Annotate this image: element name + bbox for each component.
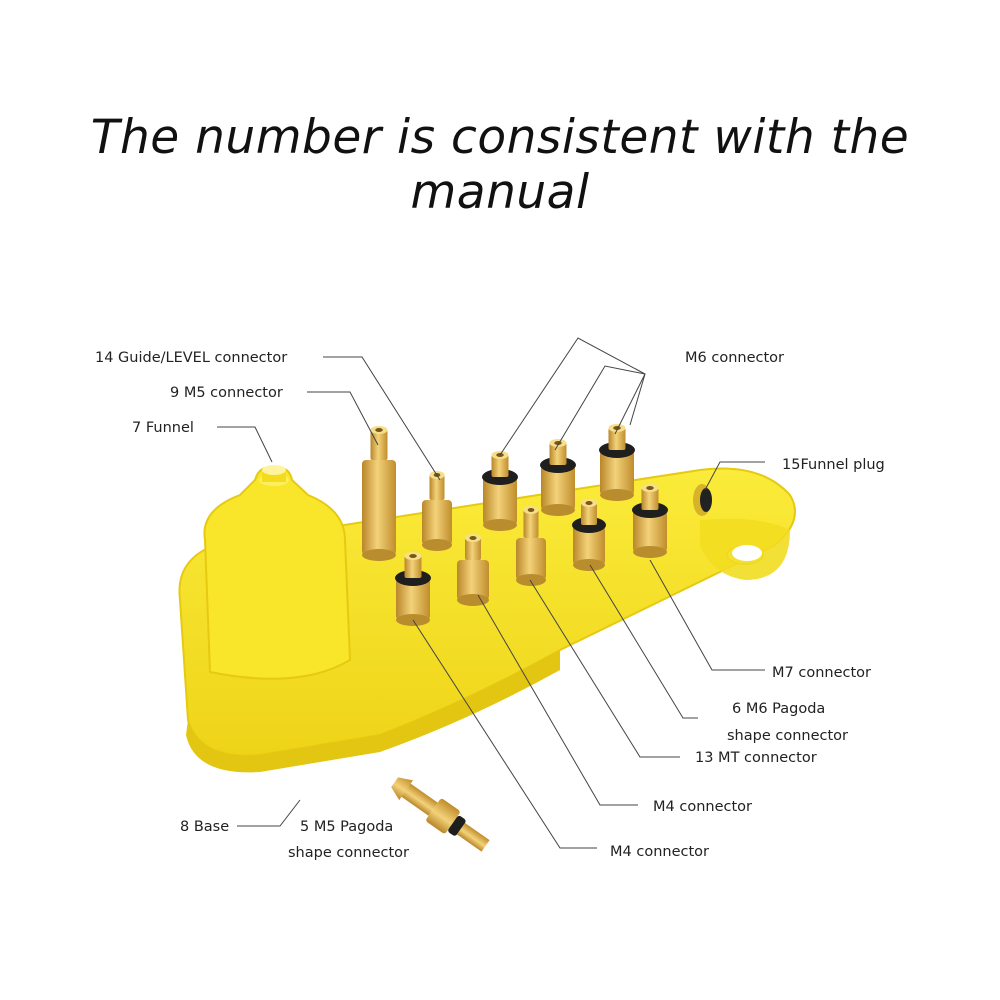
label-base: 8 Base (180, 819, 230, 835)
fitting-guide-tall (362, 426, 396, 561)
funnel (204, 465, 350, 679)
fitting-m6-a (482, 451, 518, 531)
label-m6-pagoda-line1: 6 M6 Pagoda (732, 701, 826, 717)
label-m5-pagoda-line1: 5 M5 Pagoda (300, 819, 394, 835)
label-m5-connector: 9 M5 connector (170, 385, 283, 401)
label-m7-connector: M7 connector (772, 665, 871, 681)
label-funnel: 7 Funnel (132, 420, 194, 436)
label-m4-connector-a: M4 connector (653, 799, 752, 815)
label-m5-pagoda-line2: shape connector (288, 845, 409, 861)
label-mt-connector: 13 MT connector (695, 750, 817, 766)
label-funnel-plug: 15Funnel plug (782, 457, 885, 473)
label-m6-pagoda-line2: shape connector (727, 728, 848, 744)
fitting-m6-c (599, 424, 635, 501)
fitting-m6-b (540, 439, 576, 516)
page-title: The number is consistent with the manual (90, 110, 910, 220)
fitting-m5 (422, 471, 452, 551)
label-guide-level-connector: 14 Guide/LEVEL connector (95, 350, 288, 366)
label-m4-connector-b: M4 connector (610, 844, 709, 860)
label-m6-connector: M6 connector (685, 350, 784, 366)
